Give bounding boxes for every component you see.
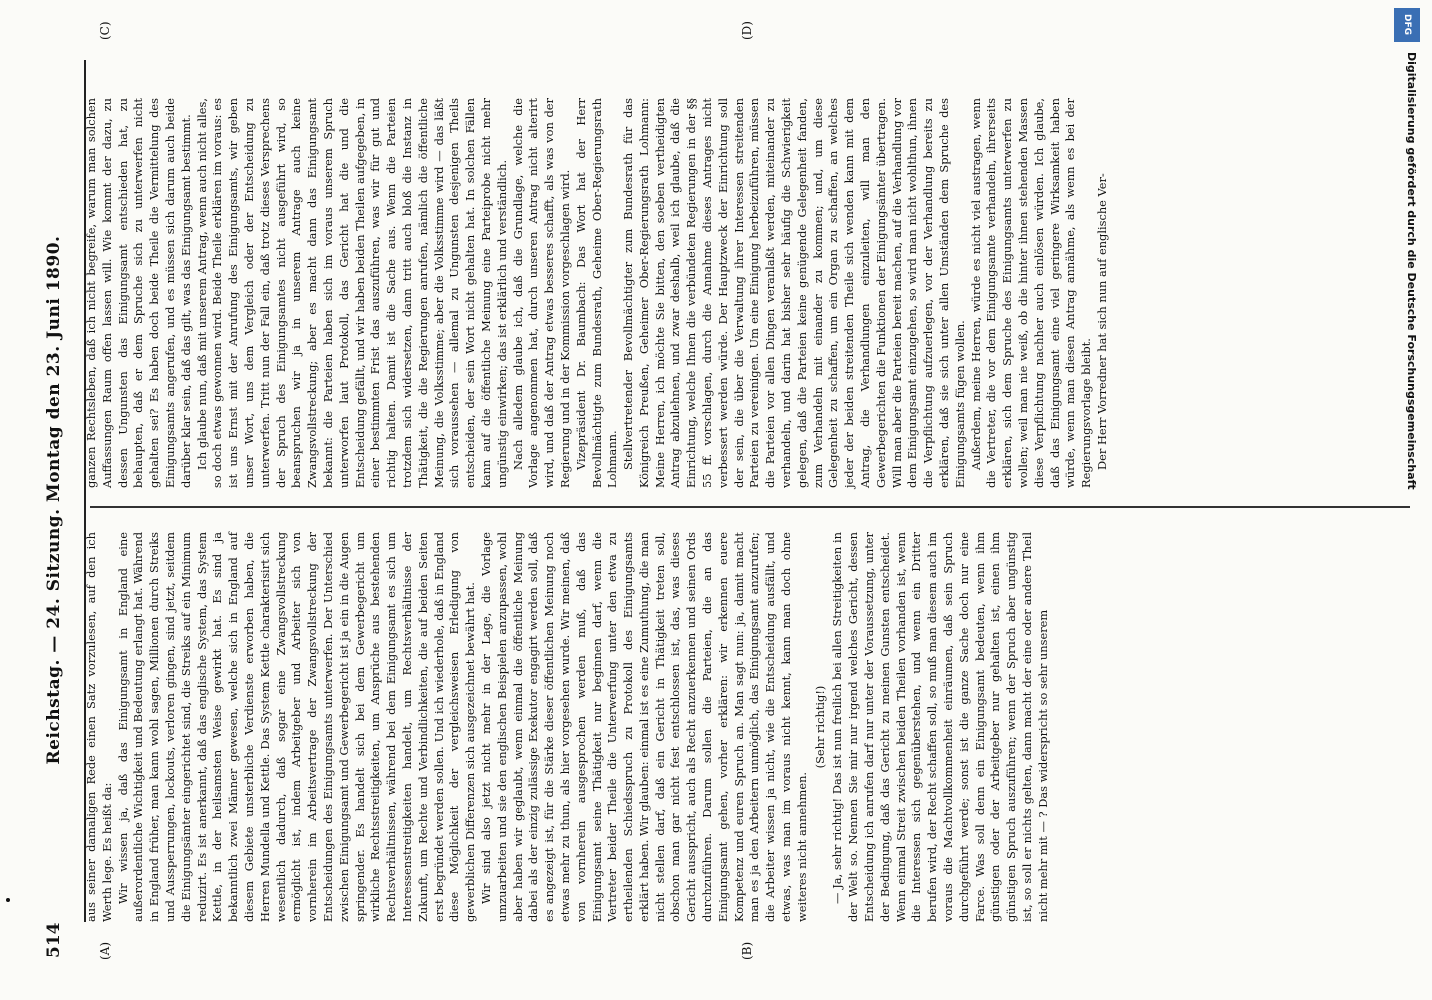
margin-marker-d: (D) — [740, 21, 754, 40]
interjection: (Sehr richtig!) — [812, 685, 827, 769]
text-column-left — [84, 532, 1052, 922]
digitization-credit — [1396, 12, 1418, 1000]
margin-marker-c: (C) — [98, 21, 112, 40]
paragraph: Außerdem, meine Herren, würde es nicht viel austragen, wenn die Vertreter, die vor dem Einigungsamte verhandeln, ihrerseits erklären, sich dem Spruche des Einigungsamts unterwerfen zu wollen; weil man nie weiß, ob die hinter ihnen stehenden Massen diese Verpflichtung nachher auch einlösen würden. Ich glaube, daß das Einigungsamt eine viel geringere Wirksamkeit haben würde, wenn man diesen Antrag annähme, als wenn es bei der Regierungsvorlage bleibt. — [968, 98, 1094, 488]
paragraph: ganzen Rechtsleben, daß ich nicht begreife, warum man solchen Auffassungen Raum offen lassen will. Wie kommt der dazu, zu dessen Ungunsten das Einigungsamt entschieden hat, zu behaupten, daß er dem Spruche sich zu unterwerfen nicht gehalten sei? Es haben doch beide Theile die Vermittelung des Einigungsamts angerufen, und es müssen sich darum auch beide darüber klar sein, daß das gilt, was das Einigungsamt bestimmt. — [84, 98, 193, 488]
paragraph: Wir sind also jetzt nicht mehr in der Lage, die Vorlage umzuarbeiten und sie den englischen Beispielen anzupassen, wohl aber haben wir geglaubt, wenn einmal die öffentliche Meinung dabei als der einzig zulässige Exekutor engagirt werden soll, daß es angezeigt ist, für die Stärke dieser öffentlichen Meinung noch etwas mehr zu thun, als hier vorgesehen wurde. Wir meinen, daß von vornherein ausgesprochen werden muß, daß das Einigungsamt seine Thätigkeit nur beginnen darf, wenn die Vertreter beider Theile die Unterwerfung unter den etwa zu ertheilenden Schiedsspruch zu Protokoll des Einigungsamts erklärt haben. Wir glauben: einmal ist es eine Zumuthung, die man nicht stellen darf, daß ein Gericht in Thätigkeit treten soll, obschon man gar nicht fest entschlossen ist, das, was dieses Gericht ausspricht, auch als Recht anzuerkennen und seinen Ords durchzuführen. Darum sollen die Parteien, die an das Einigungsamt gehen, vorher erklären: wir erkennen euere Kompetenz und euren Spruch an. Man sagt nun: ja, damit macht man es ja den Arbeitern unmöglich, das Einigungsamt anzurufen; die Arbeiter wissen ja nicht, wie die Entscheidung ausfällt, und etwas, was man im voraus nicht kennt, kann man doch ohne weiteres nicht annehmen. — [478, 532, 809, 922]
page-header — [14, 0, 84, 1000]
paragraph: Ich glaube nun, daß mit unserem Antrag, wenn auch nicht alles, so doch etwas gewonnen wird. Beide Theile erklären im voraus: es ist uns Ernst mit der Anrufung des Einigungsamts, wir geben unser Wort, uns dem Vergleich oder der Entscheidung zu unterwerfen. Tritt nun der Fall ein, daß trotz dieses Versprechens der Spruch des Einigungsamtes nicht ausgeführt wird, so beanspruchen wir ja in unserem Antrage auch keine Zwangsvollstreckung; aber es macht dann das Einigungsamt bekannt: die Parteien haben sich im voraus unserem Spruch unterworfen laut Protokoll, das Gericht hat die und die Entscheidung gefällt, und wir haben beiden Theilen aufgegeben, in einer bestimmten Frist das auszuführen, was wir für gut und richtig halten. Damit ist die Sache aus. Wenn die Parteien trotzdem sich widersetzen, dann tritt auch bloß die Instanz in Thätigkeit, die die Regierungen anrufen, nämlich die öffentliche Meinung, die Volksstimme; aber die Volksstimme wird — das läßt sich voraussehen — allemal zu Ungunsten desjenigen Theils entscheiden, der sein Wort nicht gehalten hat. In solchen Fällen kann auf die öffentliche Meinung eine Parteiprobe nicht mehr ungünstig einwirken; das ist erklärlich und verständlich. — [194, 98, 509, 488]
credit-text: Digitalisierung gefördert durch die Deutsche Forschungsgemeinschaft — [1405, 52, 1418, 490]
scan-speck — [6, 898, 10, 902]
paragraph: aus seiner damaligen Rede einen Satz vorzulesen, auf den ich Werth lege. Es heißt da: — [84, 532, 114, 922]
quoted-paragraph: Wir wissen ja, daß das Einigungsamt in England eine außerordentliche Wichtigkeit und Bedeutung erlangt hat. Während in England früher, man kann wohl sagen, Millionen durch Streiks und Aussperrungen, lockouts, verloren gingen, sind jetzt, seitdem die Einigungsämter eingerichtet sind, die Streiks auf ein Minimum reduzirt. Es ist anerkannt, daß das englische System, das System Kettle, in der heilsamsten Weise gewirkt hat. Es sind ja bekanntlich zwei Männer gewesen, welche sich in England auf diesem Gebiete unsterbliche Verdienste erworben haben, die Herren Mundella und Kettle. Das System Kettle charakterisirt sich wesentlich dadurch, daß sogar eine Zwangsvollstreckung ermöglicht ist, indem Arbeitgeber und Arbeiter sich von vornherein im Arbeitsvertrage der Zwangsvollstreckung der Entscheidungen des Einigungsamts unterwerfen. Der Unterschied zwischen Einigungsamt und Gewerbegericht ist ja ein in die Augen springender. Es handelt sich bei dem Gewerbegericht um wirkliche Rechtsstreitigkeiten, um Ansprüche aus bestehenden Rechtsverhältnissen, während bei dem Einigungsamt es sich um Interessenstreitigkeiten handelt, um Rechtsverhältnisse der Zukunft, um Rechte und Verbindlichkeiten, die auf beiden Seiten erst begründet werden sollen. Und ich wiederhole, daß in England diese Möglichkeit der vergleichsweisen Erledigung von gewerblichen Differenzen sich ausgezeichnet bewährt hat. — [115, 532, 478, 922]
speaker-paragraph: Vizepräsident Dr. Baumbach: Das Wort hat der Herr Bevollmächtigte zum Bundesrath, Geheime Ober-Regierungsrath Lohmann. — [573, 98, 620, 488]
paragraph: Der Herr Vorredner hat sich nun auf englische Ver- — [1095, 173, 1109, 470]
page-number: 514 — [44, 922, 64, 958]
margin-marker-b: (B) — [740, 941, 754, 960]
column-divider — [90, 507, 1410, 509]
running-title: Reichstag. — 24. Sitzung. Montag den 23. Juni 1890. — [44, 235, 64, 765]
paragraph: — Ja, sehr richtig! Das ist nun freilich bei allen Streitigkeiten in der Welt so. Nennen Sie mir nur irgend welches Gericht, dessen Entscheidung ich anrufen darf nur unter der Voraussetzung, unter der Bedingung, daß das Gericht zu meinen Gunsten entscheidet. Wenn einmal Streit zwischen beiden Theilen vorhanden ist, wenn die Interessen sich gegenüberstehen, und wenn ein Dritter berufen wird, der Recht schaffen soll, so muß man diesem auch im voraus die Machtvollkommenheit einräumen, daß sein Spruch durchgeführt werde; sonst ist die ganze Sache doch nur eine Farce. Was soll denn ein Einigungsamt bedeuten, wenn ihm günstigen oder der Arbeitgeber nur gehalten ist, einen ihm günstigen Spruch auszuführen; wenn der Spruch aber ungünstig ist, so soll er nichts gelten, dann macht der eine oder andere Theil nicht mehr mit — ? Das widerspricht so sehr unserem — [830, 532, 1050, 922]
speaker-paragraph: Stellvertretender Bevollmächtigter zum Bundesrath für das Königreich Preußen, Geheimer Ober-Regierungsrath Lohmann: Meine Herren, ich möchte Sie bitten, den soeben vertheidigten Antrag abzulehnen, und zwar deshalb, weil ich glaube, daß die Einrichtung, welche Ihnen die verbündeten Regierungen in der §§ 55 ff. vorschlagen, durch die Annahme dieses Antrages nicht verbessert werden würde. Der Hauptzweck der Einrichtung soll der sein, die über die Verwaltung ihrer Interessen streitenden Parteien zu vereinigen. Um eine Einigung herbeizuführen, müssen die Parteien vor allen Dingen veranlaßt werden, miteinander zu verhandeln, und darin hat bisher sehr häufig die Schwierigkeit gelegen, daß die Parteien keine genügende Gelegenheit fanden, zum Verhandeln mit einander zu kommen; und, um diese Gelegenheit zu schaffen, um ein Organ zu schaffen, an welches jeder der beiden streitenden Theile sich wenden kann mit dem Antrag, die Verhandlungen einzuleiten, will man den Gewerbegerichten die Funktionen der Einigungsämter übertragen. Will man aber die Parteien bereit machen, auf die Verhandlung vor dem Einigungsamt einzugehen, so wird man nicht wohlthun, ihnen die Verpflichtung aufzuerlegen, vor der Verhandlung bereits zu erklären, daß sie sich unter allen Umständen dem Spruche des Einigungsamts fügen wollen. — [621, 98, 967, 488]
dfg-logo: DFG — [1394, 8, 1420, 42]
margin-marker-a: (A) — [98, 941, 112, 960]
text-column-right — [84, 98, 1111, 488]
paragraph: Nach alledem glaube ich, daß die Grundlage, welche die Vorlage angenommen hat, durch unseren Antrag nicht alterirt wird, und daß der Antrag etwas besseres schafft, als was von der Regierung und in der Kommission vorgeschlagen wird. — [510, 98, 572, 488]
